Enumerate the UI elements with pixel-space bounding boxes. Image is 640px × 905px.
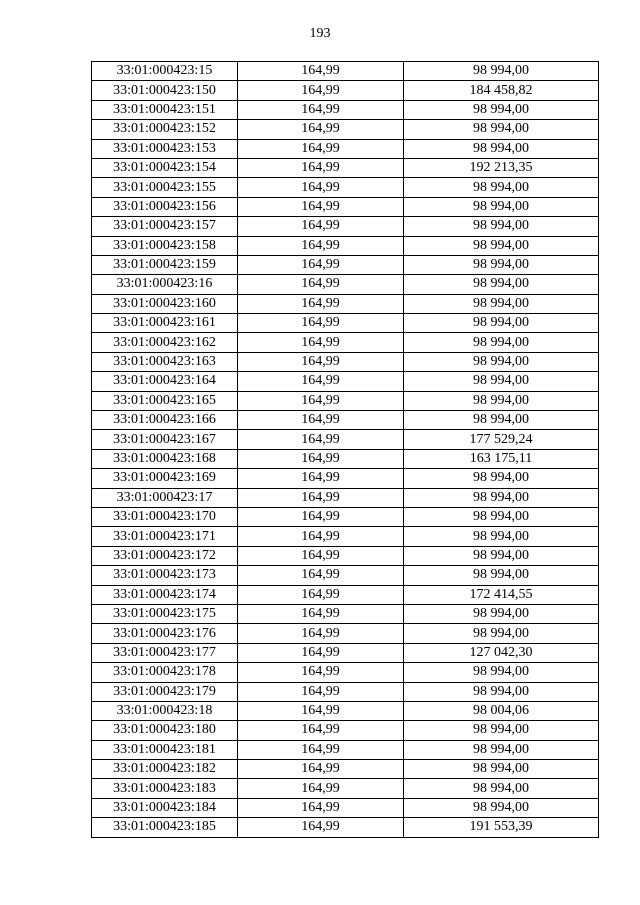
area-cell: 164,99 [238,818,404,837]
table-row [92,100,599,119]
value-cell: 163 175,11 [404,449,599,468]
area-cell: 164,99 [238,81,404,100]
cadastral-number-cell: 33:01:000423:180 [92,721,238,740]
table-row [92,701,599,720]
cadastral-number-cell: 33:01:000423:18 [92,701,238,720]
table-row [92,197,599,216]
cadastral-number-cell: 33:01:000423:175 [92,604,238,623]
value-cell: 98 994,00 [404,139,599,158]
table-row [92,760,599,779]
table-row [92,507,599,526]
table-row [92,255,599,274]
table-row [92,585,599,604]
area-cell: 164,99 [238,158,404,177]
value-cell: 98 994,00 [404,62,599,81]
area-cell: 164,99 [238,372,404,391]
table-row [92,818,599,837]
value-cell: 98 994,00 [404,507,599,526]
cadastral-number-cell: 33:01:000423:16 [92,275,238,294]
area-cell: 164,99 [238,701,404,720]
cadastral-number-cell: 33:01:000423:173 [92,566,238,585]
table-row [92,779,599,798]
value-cell: 98 994,00 [404,100,599,119]
area-cell: 164,99 [238,740,404,759]
cadastral-number-cell: 33:01:000423:152 [92,120,238,139]
cadastral-number-cell: 33:01:000423:153 [92,139,238,158]
value-cell: 98 994,00 [404,624,599,643]
value-cell: 98 994,00 [404,779,599,798]
table-row [92,449,599,468]
cadastral-number-cell: 33:01:000423:179 [92,682,238,701]
area-cell: 164,99 [238,546,404,565]
table-row [92,527,599,546]
cadastral-number-cell: 33:01:000423:160 [92,294,238,313]
table-row [92,663,599,682]
value-cell: 191 553,39 [404,818,599,837]
cadastral-number-cell: 33:01:000423:150 [92,81,238,100]
area-cell: 164,99 [238,585,404,604]
cadastral-number-cell: 33:01:000423:171 [92,527,238,546]
table-row [92,372,599,391]
area-cell: 164,99 [238,391,404,410]
value-cell: 172 414,55 [404,585,599,604]
area-cell: 164,99 [238,333,404,352]
area-cell: 164,99 [238,255,404,274]
data-table [91,61,599,838]
value-cell: 98 994,00 [404,372,599,391]
area-cell: 164,99 [238,604,404,623]
table-row [92,333,599,352]
table-row [92,740,599,759]
table-row [92,488,599,507]
table-row [92,411,599,430]
area-cell: 164,99 [238,449,404,468]
table-row [92,798,599,817]
cadastral-number-cell: 33:01:000423:177 [92,643,238,662]
area-cell: 164,99 [238,275,404,294]
value-cell: 98 994,00 [404,333,599,352]
cadastral-number-cell: 33:01:000423:158 [92,236,238,255]
value-cell: 98 994,00 [404,411,599,430]
value-cell: 98 994,00 [404,740,599,759]
cadastral-number-cell: 33:01:000423:151 [92,100,238,119]
area-cell: 164,99 [238,178,404,197]
area-cell: 164,99 [238,507,404,526]
table-row [92,275,599,294]
cadastral-number-cell: 33:01:000423:172 [92,546,238,565]
cadastral-number-cell: 33:01:000423:162 [92,333,238,352]
cadastral-number-cell: 33:01:000423:166 [92,411,238,430]
value-cell: 98 994,00 [404,217,599,236]
cadastral-number-cell: 33:01:000423:169 [92,469,238,488]
value-cell: 177 529,24 [404,430,599,449]
value-cell: 98 994,00 [404,294,599,313]
value-cell: 98 994,00 [404,391,599,410]
cadastral-number-cell: 33:01:000423:157 [92,217,238,236]
cadastral-number-cell: 33:01:000423:174 [92,585,238,604]
table-row [92,314,599,333]
table-row [92,178,599,197]
cadastral-number-cell: 33:01:000423:163 [92,352,238,371]
table-row [92,391,599,410]
area-cell: 164,99 [238,352,404,371]
table-row [92,643,599,662]
table-row [92,604,599,623]
table-row [92,352,599,371]
value-cell: 98 994,00 [404,275,599,294]
area-cell: 164,99 [238,566,404,585]
table-row [92,217,599,236]
value-cell: 98 994,00 [404,604,599,623]
value-cell: 98 994,00 [404,546,599,565]
area-cell: 164,99 [238,488,404,507]
table-row [92,62,599,81]
cadastral-number-cell: 33:01:000423:156 [92,197,238,216]
cadastral-number-cell: 33:01:000423:178 [92,663,238,682]
area-cell: 164,99 [238,197,404,216]
area-cell: 164,99 [238,624,404,643]
area-cell: 164,99 [238,527,404,546]
cadastral-number-cell: 33:01:000423:176 [92,624,238,643]
cadastral-number-cell: 33:01:000423:15 [92,62,238,81]
value-cell: 127 042,30 [404,643,599,662]
table-body [92,62,599,838]
area-cell: 164,99 [238,62,404,81]
value-cell: 98 994,00 [404,527,599,546]
table-row [92,624,599,643]
cadastral-number-cell: 33:01:000423:155 [92,178,238,197]
value-cell: 98 994,00 [404,120,599,139]
table-row [92,294,599,313]
table-row [92,430,599,449]
table-row [92,236,599,255]
value-cell: 98 994,00 [404,352,599,371]
cadastral-number-cell: 33:01:000423:165 [92,391,238,410]
value-cell: 192 213,35 [404,158,599,177]
area-cell: 164,99 [238,469,404,488]
area-cell: 164,99 [238,294,404,313]
value-cell: 98 994,00 [404,663,599,682]
area-cell: 164,99 [238,779,404,798]
value-cell: 98 994,00 [404,197,599,216]
area-cell: 164,99 [238,314,404,333]
value-cell: 98 994,00 [404,682,599,701]
value-cell: 98 994,00 [404,255,599,274]
value-cell: 98 994,00 [404,488,599,507]
cadastral-number-cell: 33:01:000423:161 [92,314,238,333]
area-cell: 164,99 [238,760,404,779]
cadastral-number-cell: 33:01:000423:182 [92,760,238,779]
cadastral-number-cell: 33:01:000423:159 [92,255,238,274]
value-cell: 98 994,00 [404,566,599,585]
area-cell: 164,99 [238,411,404,430]
area-cell: 164,99 [238,120,404,139]
table-row [92,469,599,488]
area-cell: 164,99 [238,430,404,449]
cadastral-number-cell: 33:01:000423:185 [92,818,238,837]
table-row [92,158,599,177]
area-cell: 164,99 [238,682,404,701]
value-cell: 98 994,00 [404,314,599,333]
cadastral-number-cell: 33:01:000423:168 [92,449,238,468]
cadastral-number-cell: 33:01:000423:170 [92,507,238,526]
value-cell: 98 994,00 [404,798,599,817]
table-row [92,566,599,585]
table-row [92,81,599,100]
value-cell: 98 994,00 [404,760,599,779]
cadastral-number-cell: 33:01:000423:181 [92,740,238,759]
value-cell: 184 458,82 [404,81,599,100]
area-cell: 164,99 [238,798,404,817]
cadastral-number-cell: 33:01:000423:154 [92,158,238,177]
value-cell: 98 994,00 [404,178,599,197]
cadastral-number-cell: 33:01:000423:164 [92,372,238,391]
area-cell: 164,99 [238,217,404,236]
table-row [92,139,599,158]
area-cell: 164,99 [238,643,404,662]
area-cell: 164,99 [238,236,404,255]
value-cell: 98 994,00 [404,721,599,740]
table-row [92,721,599,740]
page-number: 193 [309,26,331,41]
table-row [92,546,599,565]
area-cell: 164,99 [238,100,404,119]
cadastral-number-cell: 33:01:000423:17 [92,488,238,507]
cadastral-number-cell: 33:01:000423:167 [92,430,238,449]
cadastral-number-cell: 33:01:000423:184 [92,798,238,817]
area-cell: 164,99 [238,139,404,158]
value-cell: 98 004,06 [404,701,599,720]
cadastral-number-cell: 33:01:000423:183 [92,779,238,798]
value-cell: 98 994,00 [404,469,599,488]
area-cell: 164,99 [238,663,404,682]
value-cell: 98 994,00 [404,236,599,255]
area-cell: 164,99 [238,721,404,740]
table-row [92,682,599,701]
table-row [92,120,599,139]
